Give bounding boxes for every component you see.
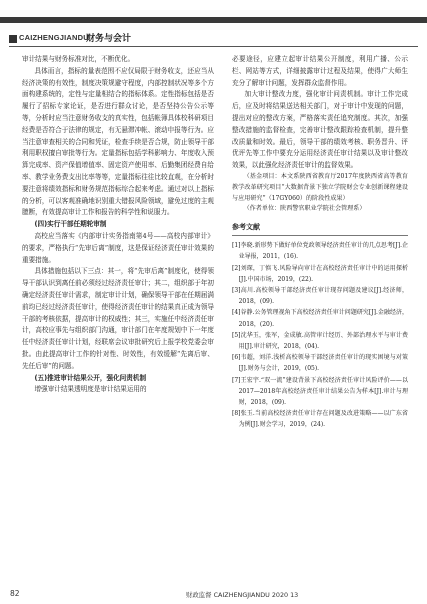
paragraph: 具体而言，指标的量表范围不应仅局限于财务收支，还应当从经济决策的有效性，制度决策规避守程度，内部控制状况等多个方面构建系统的，定性与定量相结合的指标体系。定性指标包括是否履行了招标专家论证，是否进行群众讨论，是否坚持公告公示等等，分析时应当注意财务收支的真实性，包括帐簿具体校科研项目经费是否符合于法律的规定，有无悬滞冲帐、滚动申报等行为。应当注意审查相关的合同和凭证，检查手续是否合规，防止领导干部利用职权擅自审批等行为。定量指标包括学科影响力、年度收入预算完成率、资产保值增值率、固定资产使用率、后勤集团经费自给率、教学业务费支出比率等等，定量指标往往比较直观，在分析时要注意将绩效指标和财务规范指标综合起来考虑。通过对以上指标的分析，可以客观准确地识别重大错报风险领域，避免过度的主观臆断，有效提高审计工作和报告的科学性和说服力。 [22, 66, 214, 217]
funding-note: （基金项目：本文系陕西省教育厅2017年度陕西省高等教育教学改革研究项目“大数据背景下独立学院财会专业创新课程建设与应用研究”（17GY060）的阶段性成果） [232, 172, 408, 202]
paragraph: 具体措施包括以下三点：其一，将“先审后离”制度化，使得领导干部认识到离任前必须经过经济责任审计；其二，组织部于年初确定经济责任审计需求，制定审计计划，确保领导干部在任期届满前均已经过经济责任审计，使得经济责任审计的结果真正成为领导干部的考核依据，提高审计的权威性；其三，实施任中经济责任审计，高校应事先与组织部门沟通，审计部门在年度规划中下一年度任中经济责任审计计划，经联席会议审批研究后上报学校党委会审批。由此提高审计工作的针对性、时效性，有效缓解“先离后审、先任后审”的问题。 [22, 267, 214, 370]
reference-item: [3]高川.高校领导干部经济责任审计现存问题及建议[J].经济师，2018，(09). [232, 286, 408, 306]
paragraph: 加大审计整改力度，强化审计问责机制。审计工作完成后，应及时将结果送达相关部门，对于审计中发现的问题，提出对应的整改方案，严格落实责任追究制度。其次，加强整改措施的监督检查，完善审计整改跟踪检查机制，提升整改质量和时效。最后，领导干部的绩效考核、职务晋升、评优评先等工作中要充分运用经济责任审计结果以及审计整改效果，以此强化经济责任审计的监督效果。 [232, 90, 408, 170]
reference-item: [1]李晓.新形势下做好单位党政领导经济责任审计的几点思考[J].企业导报，2011，(16). [232, 242, 408, 261]
references-rule [232, 235, 408, 236]
journal-name-en: CAIZHENGJIANDU [19, 33, 89, 42]
header-rule [9, 46, 418, 47]
section-title: 财务与会计 [86, 34, 132, 44]
reference-item: [4]谷静.公务管理视角下高校经济责任审计问题研究[J].金融经济，2018，(20). [232, 309, 408, 328]
reference-item: [5]沈华玉，张军，金成敏.高管审计经历、外部治理水平与审计费用[J].审计研究，2018，(04). [232, 331, 408, 350]
reference-item: [7]王宏宇.“双一流”建设背景下高校经济责任审计风险评价——以2017—2018年高校经济责任审计结果公告为样本[J].审计与理财，2018，(09). [232, 376, 408, 406]
header-bar [0, 17, 427, 23]
paragraph: 高校应当落实《内部审计实务指南第4号——高校内部审计》的要求，严格执行“先审后离”制度，这是保证经济责任审计效果的重要措施。 [22, 231, 214, 264]
right-column [232, 54, 408, 431]
section-heading: (五)推进审计结果公开，强化问责机制 [34, 373, 147, 382]
journal-issue-line: 财政监督 CAIZHENGJIANDU 2020 13 [186, 591, 299, 599]
author-affiliation: （作者单位：陕西警官职业学院社会管理系） [243, 205, 366, 213]
reference-item: [8]张玉.当前高校经济责任审计存在问题及改进策略——以广东省为例[J].财会学习，2019，(24). [232, 410, 408, 429]
journal-logo-mark [9, 35, 17, 43]
references-heading: 参考文献 [232, 223, 260, 232]
paragraph: 增强审计结果透明度是审计结果运用的 [34, 385, 147, 394]
left-column [22, 54, 214, 396]
reference-item: [2]刘琛，丁慎飞.风险导向审计在高校经济责任审计中的运用探析[J].中国市场，2019，(22). [232, 264, 408, 283]
section-heading: (四)实行干部任期轮审制 [34, 220, 107, 229]
page-header [0, 0, 427, 44]
reference-item: [6]韦超，刘洋.浅析高校领导干部经济责任审计的现实困境与对策[J].财务与会计，2019，(05). [232, 354, 408, 373]
page-number: 82 [10, 589, 20, 598]
paragraph: 审计结果与财务标准对比，不断优化。 [22, 55, 135, 63]
paragraph: 必要途径，应建立起审计结果公开制度，利用广播、公示栏、网站等方式，详细披露审计过程及结果，使得广大师生充分了解审计问题，发挥群众监督作用。 [232, 55, 408, 87]
page-footer [0, 584, 427, 604]
